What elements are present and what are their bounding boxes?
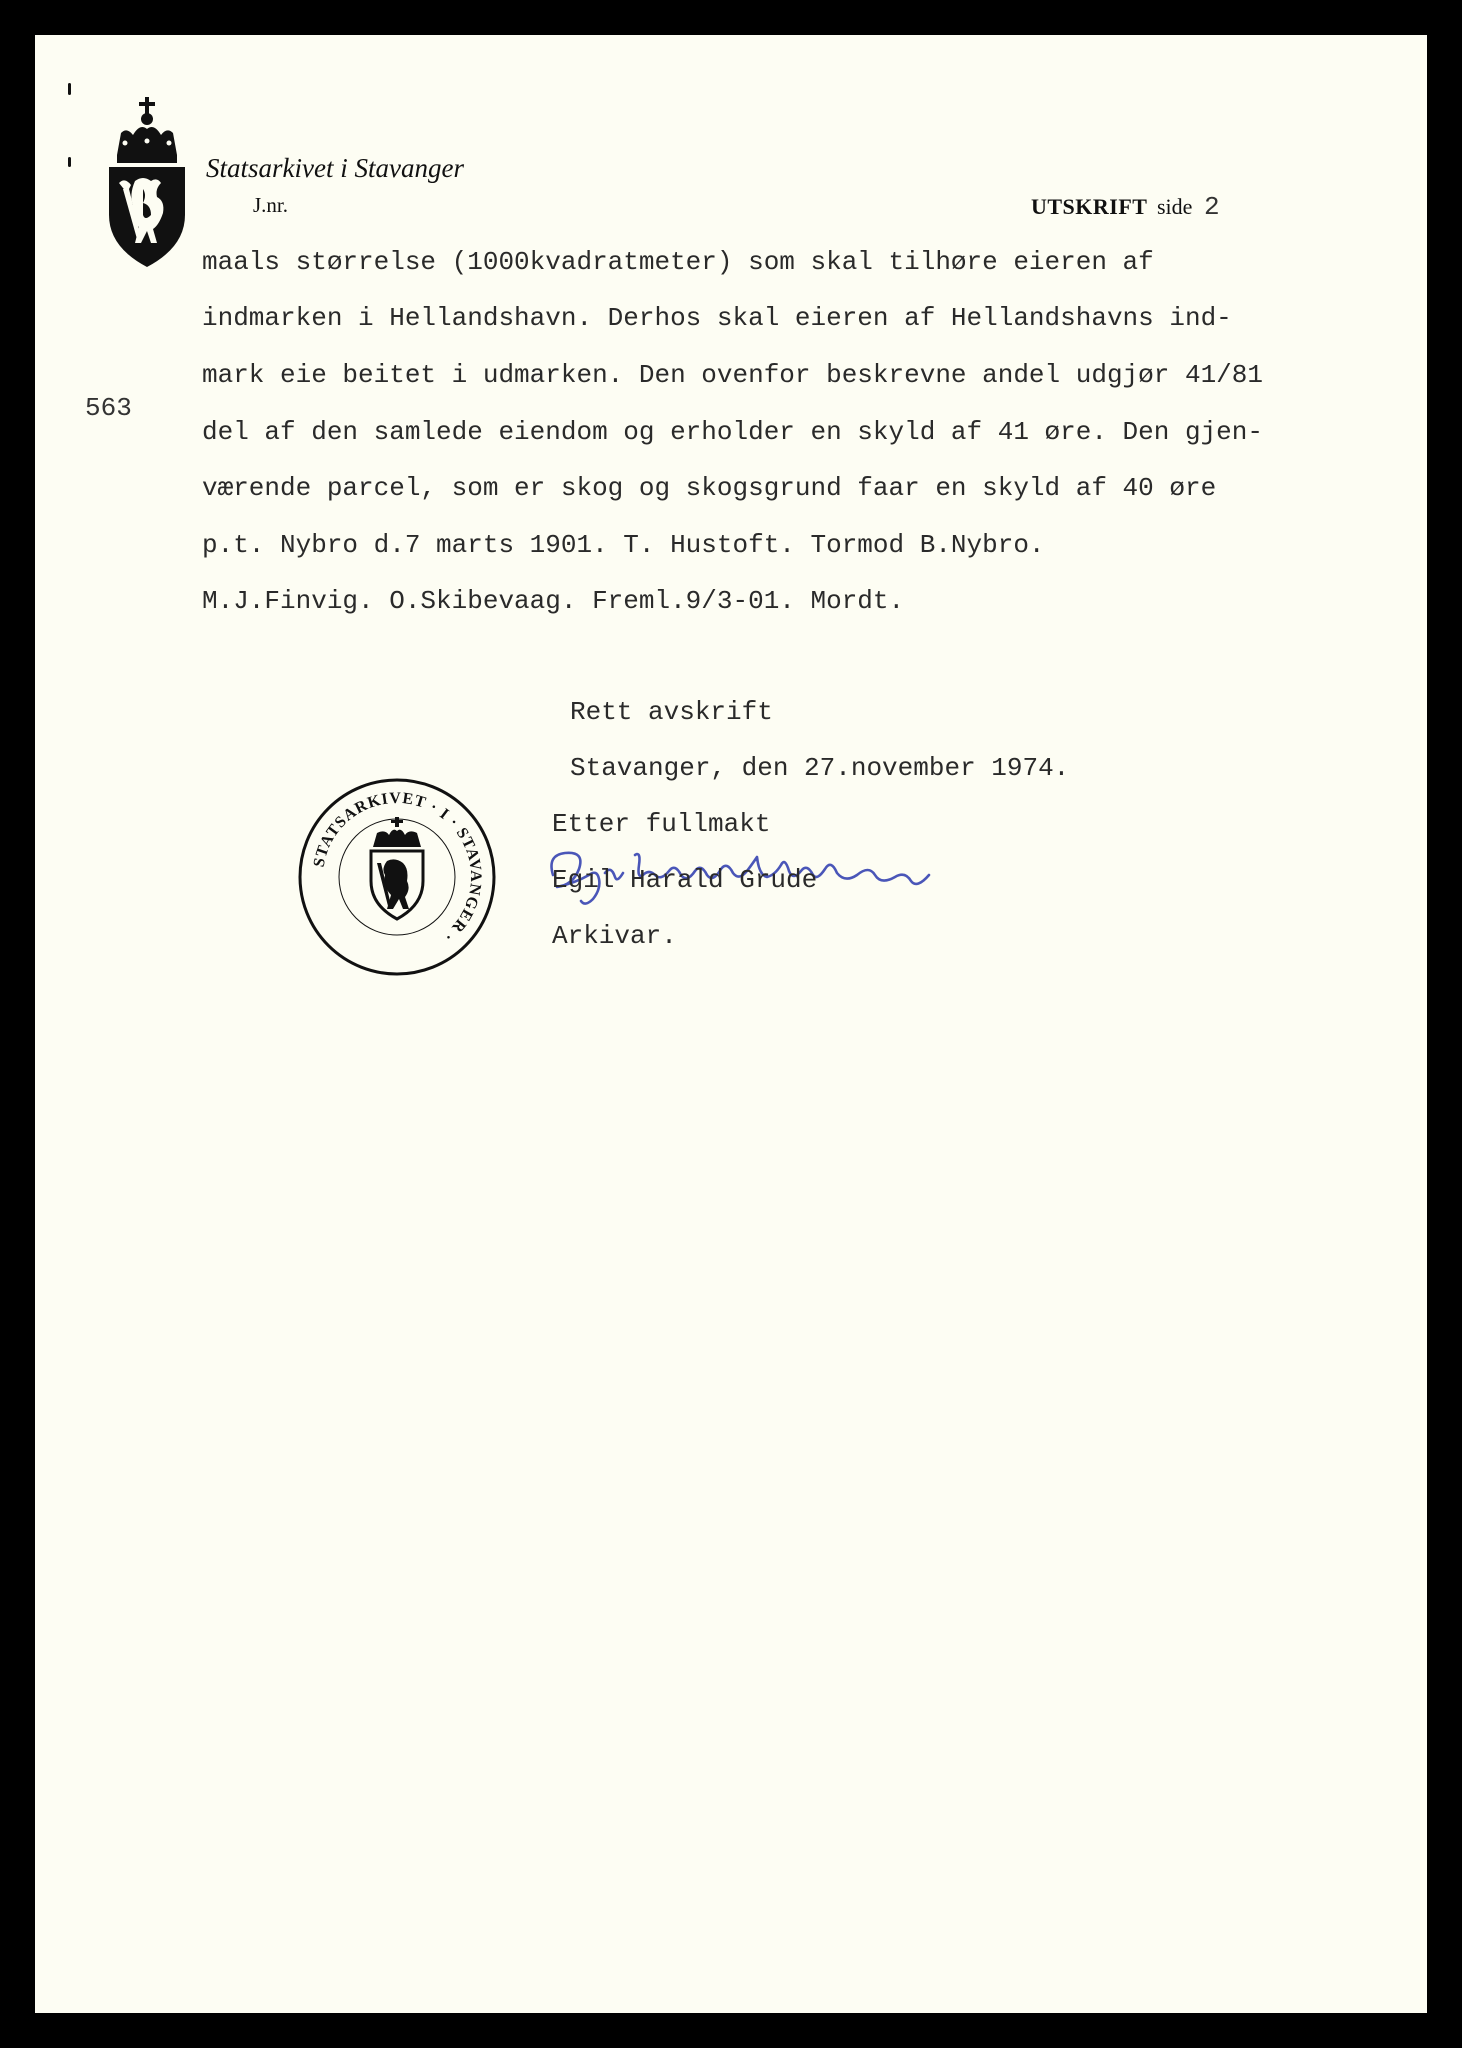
page-header-right — [1031, 192, 1220, 222]
signatory-title: Arkivar. — [552, 921, 677, 951]
body-line: maals størrelse (1000kvadratmeter) som skal tilhøre eieren af — [202, 247, 1154, 277]
seal-text: STATSARKIVET · I · STAVANGER · — [310, 789, 485, 946]
side-label: side — [1156, 194, 1193, 219]
official-seal-icon — [297, 777, 497, 977]
signatory-name: Egil Harald Grude — [552, 865, 818, 895]
certification-line: Rett avskrift — [570, 697, 773, 727]
margin-note: 563 — [85, 393, 132, 423]
document-page — [35, 35, 1427, 2013]
body-line: værende parcel, som er skog og skogsgrund faar en skyld af 40 øre — [202, 473, 1217, 503]
body-line: mark eie beitet i udmarken. Den ovenfor beskrevne andel udgjør 41/81 — [202, 360, 1263, 390]
binding-mark — [68, 83, 71, 95]
certification-place-date: Stavanger, den 27.november 1974. — [570, 753, 1070, 783]
utskrift-label: UTSKRIFT — [1031, 194, 1148, 219]
institution-name: Statsarkivet i Stavanger — [206, 153, 464, 183]
page-number: 2 — [1203, 192, 1220, 222]
body-line: del af den samlede eiendom og erholder en skyld af 41 øre. Den gjen- — [202, 417, 1263, 447]
binding-mark — [68, 157, 71, 167]
body-line: indmarken i Hellandshavn. Derhos skal eieren af Hellandshavns ind- — [202, 303, 1232, 333]
body-line: M.J.Finvig. O.Skibevaag. Freml.9/3-01. Mordt. — [202, 586, 905, 616]
certification-line: Etter fullmakt — [552, 809, 771, 839]
body-line: p.t. Nybro d.7 marts 1901. T. Hustoft. Tormod B.Nybro. — [202, 530, 1045, 560]
coat-of-arms-icon — [107, 97, 187, 267]
journal-number-label: J.nr. — [253, 193, 289, 217]
